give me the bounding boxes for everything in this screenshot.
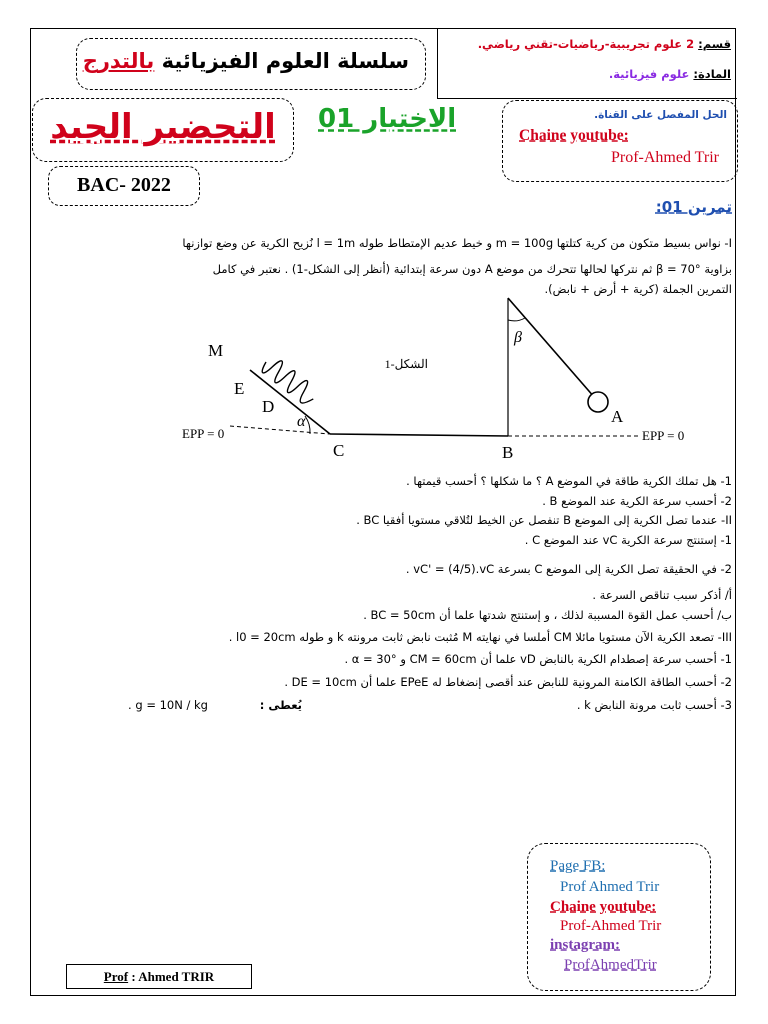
label-E: E: [234, 379, 245, 398]
given-label: يُعطى :: [259, 698, 302, 712]
subject-label: المادة:: [693, 67, 731, 81]
question-I-1: 1- هل تملك الكرية طاقة في الموضع A ؟ ما شكلها ؟ أحسب قيمتها .: [406, 474, 732, 488]
question-III: III- تصعد الكرية الآن مستويا مائلا CM أملسا في نهايته M مُثبت نابض ثابت مرونته k و طوله l0 = 20cm .: [228, 630, 732, 644]
fb-name: Prof Ahmed Trir: [560, 879, 660, 895]
figure-1: [170, 290, 730, 465]
youtube-footer-label: Chaine youtube:: [550, 899, 657, 915]
prof-box: [66, 964, 252, 989]
pendulum-string: [508, 298, 595, 398]
series-title-box: [76, 38, 426, 90]
class-subject-box: [437, 29, 737, 99]
exercise-title: تمرين 01:: [655, 198, 732, 216]
subject-value: علوم فيزيائية.: [608, 67, 690, 81]
class-value: 2 علوم تجريبية-رياضيات-تقني رياضي.: [477, 37, 695, 51]
label-M: M: [208, 341, 224, 360]
label-beta: β: [514, 329, 522, 346]
question-II-2: 2- في الحقيقة تصل الكرية إلى الموضع C بسرعة vC' = (4/5).vC .: [405, 562, 732, 576]
fb-label: Page FB:: [550, 858, 606, 874]
intro-line-1: I- نواس بسيط متكون من كرية كتلتها m = 100g و خيط عديم الإمتطاط طوله l = 1m نُزيح الكرية عن وضع توازنها: [182, 236, 732, 250]
youtube-box: [502, 100, 738, 182]
alpha-arc: [305, 416, 310, 434]
prep-title: التحضير الجيد: [50, 107, 276, 147]
solution-note: الحل المفصل على القناة.: [594, 109, 727, 121]
series-title-accent: بالتدرج: [82, 49, 155, 73]
question-II: II- عندما تصل الكرية إلى الموضع B تنفصل عن الخيط لتُلاقي مستويا أفقيا BC .: [356, 513, 732, 527]
epp-line-left: [230, 426, 330, 434]
series-title-main: سلسلة العلوم الفيزيائية: [161, 49, 409, 73]
ball-icon: [588, 392, 608, 412]
intro-line-2: بزاوية β = 70° ثم نتركها لحالها تتحرك من موضع A دون سرعة إبتدائية (أنظر إلى الشكل-1) . نعتبر في كامل: [212, 262, 732, 276]
label-C: C: [333, 441, 345, 460]
label-A: A: [611, 407, 624, 426]
question-II-1: 1- إستنتج سرعة الكرية vC عند الموضع C .: [524, 533, 732, 547]
question-III-2: 2- أحسب الطاقة الكامنة المرونية للنابض عند أقصى إنضغاط له EPeE علما أن DE = 10cm .: [284, 675, 732, 689]
class-label: قسم:: [698, 37, 731, 51]
bac-box: [48, 166, 200, 206]
prep-title-box: [32, 98, 294, 162]
ground-line: [330, 434, 508, 436]
question-III-3: 3- أحسب ثابت مرونة النابض k .: [576, 698, 732, 712]
figure-diagram: [170, 290, 730, 465]
social-box: [527, 843, 711, 991]
beta-arc: [508, 318, 525, 321]
instagram-label: instagram:: [550, 937, 620, 953]
youtube-footer-name: Prof-Ahmed Trir: [560, 918, 662, 934]
exam-title: الاختبار 01: [318, 104, 457, 134]
instagram-name: ProfAhmedTrir: [564, 957, 657, 973]
epp-label-right: EPP = 0: [642, 428, 685, 443]
figure-caption: الشكل-1: [384, 357, 428, 371]
bac-label: BAC- 2022: [77, 174, 171, 196]
series-title: [83, 49, 409, 73]
given-value: g = 10N / kg .: [128, 698, 208, 712]
intro-line-3: التمرين الجملة (كرية + أرض + نابض).: [544, 282, 732, 296]
question-I-2: 2- أحسب سرعة الكرية عند الموضع B .: [542, 494, 732, 508]
epp-label-left: EPP = 0: [182, 426, 225, 441]
prof-name: : Ahmed TRIR: [131, 969, 215, 984]
question-III-1: 1- أحسب سرعة إصطدام الكرية بالنابض vD علما أن CM = 60cm و α = 30° .: [344, 652, 732, 666]
youtube-name: Prof-Ahmed Trir: [610, 149, 719, 166]
question-II-2b: ب/ أحسب عمل القوة المسببة لذلك ، و إستنتج شدتها علما أن BC = 50cm .: [363, 608, 732, 622]
label-D: D: [262, 397, 275, 416]
prof-label: Prof: [103, 969, 129, 984]
youtube-label: Chaine youtube:: [519, 127, 629, 144]
label-alpha: α: [297, 413, 306, 430]
prof-signature: [67, 969, 251, 985]
label-B: B: [502, 443, 514, 462]
question-II-2a: أ/ أذكر سبب تناقص السرعة .: [592, 588, 732, 602]
